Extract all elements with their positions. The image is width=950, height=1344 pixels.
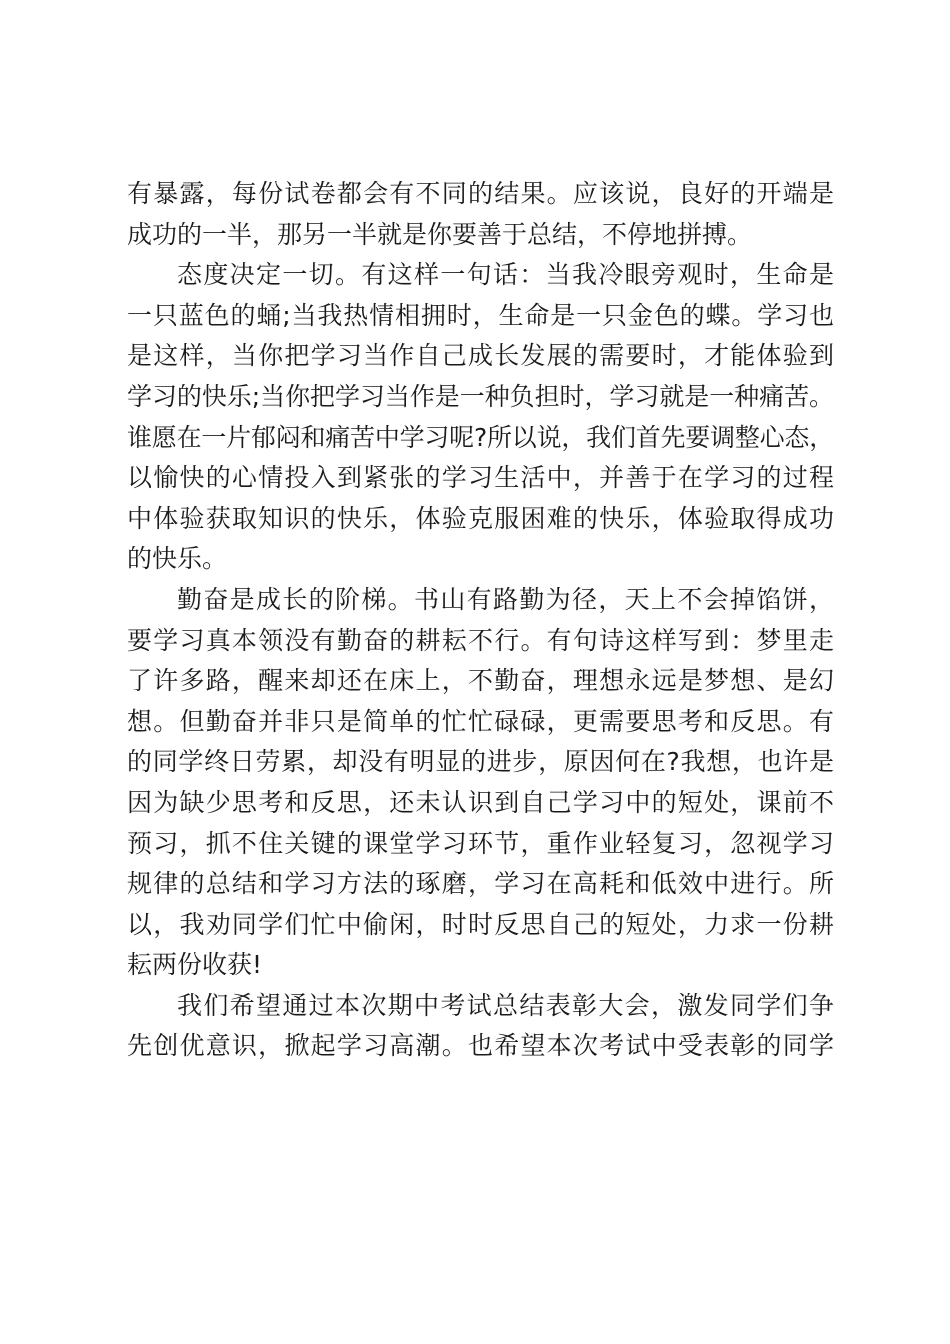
text-line: 谁愿在一片郁闷和痛苦中学习呢?所以说，我们首先要调整心态， — [127, 422, 834, 452]
text-line: 的同学终日劳累，却没有明显的进步，原因何在?我想，也许是 — [127, 747, 834, 777]
text-line: 想。但勤奋并非只是简单的忙忙碌碌，更需要思考和反思。有 — [127, 706, 834, 736]
text-line: 成功的一半，那另一半就是你要善于总结，不停地拼搏。 — [127, 219, 753, 249]
text-line: 我们希望通过本次期中考试总结表彰大会，激发同学们争 — [177, 990, 834, 1020]
text-line: 因为缺少思考和反思，还未认识到自己学习中的短处，课前不 — [127, 787, 834, 817]
text-line: 态度决定一切。有这样一句话：当我冷眼旁观时，生命是 — [177, 260, 834, 290]
text-line: 是这样，当你把学习当作自己成长发展的需要时，才能体验到 — [127, 341, 834, 371]
text-line: 勤奋是成长的阶梯。书山有路勤为径，天上不会掉馅饼， — [177, 584, 834, 614]
text-line: 耘两份收获! — [127, 950, 263, 980]
text-line: 中体验获取知识的快乐，体验克服困难的快乐，体验取得成功 — [127, 503, 834, 533]
document-body — [127, 174, 834, 1067]
text-line: 学习的快乐;当你把学习当作是一种负担时，学习就是一种痛苦。 — [127, 381, 834, 411]
text-line: 要学习真本领没有勤奋的耕耘不行。有句诗这样写到：梦里走 — [127, 625, 834, 655]
text-line: 以愉快的心情投入到紧张的学习生活中，并善于在学习的过程 — [127, 463, 834, 493]
text-line: 的快乐。 — [127, 544, 228, 574]
text-line: 规律的总结和学习方法的琢磨，学习在高耗和低效中进行。所 — [127, 869, 834, 899]
text-line: 一只蓝色的蛹;当我热情相拥时，生命是一只金色的蝶。学习也 — [127, 300, 834, 330]
text-line: 了许多路，醒来却还在床上，不勤奋，理想永远是梦想、是幻 — [127, 666, 834, 696]
text-line: 先创优意识，掀起学习高潮。也希望本次考试中受表彰的同学 — [127, 1031, 834, 1061]
text-line: 有暴露，每份试卷都会有不同的结果。应该说，良好的开端是 — [127, 179, 834, 208]
text-line: 预习，抓不住关键的课堂学习环节，重作业轻复习，忽视学习 — [127, 828, 834, 858]
text-line: 以，我劝同学们忙中偷闲，时时反思自己的短处，力求一份耕 — [127, 909, 834, 939]
